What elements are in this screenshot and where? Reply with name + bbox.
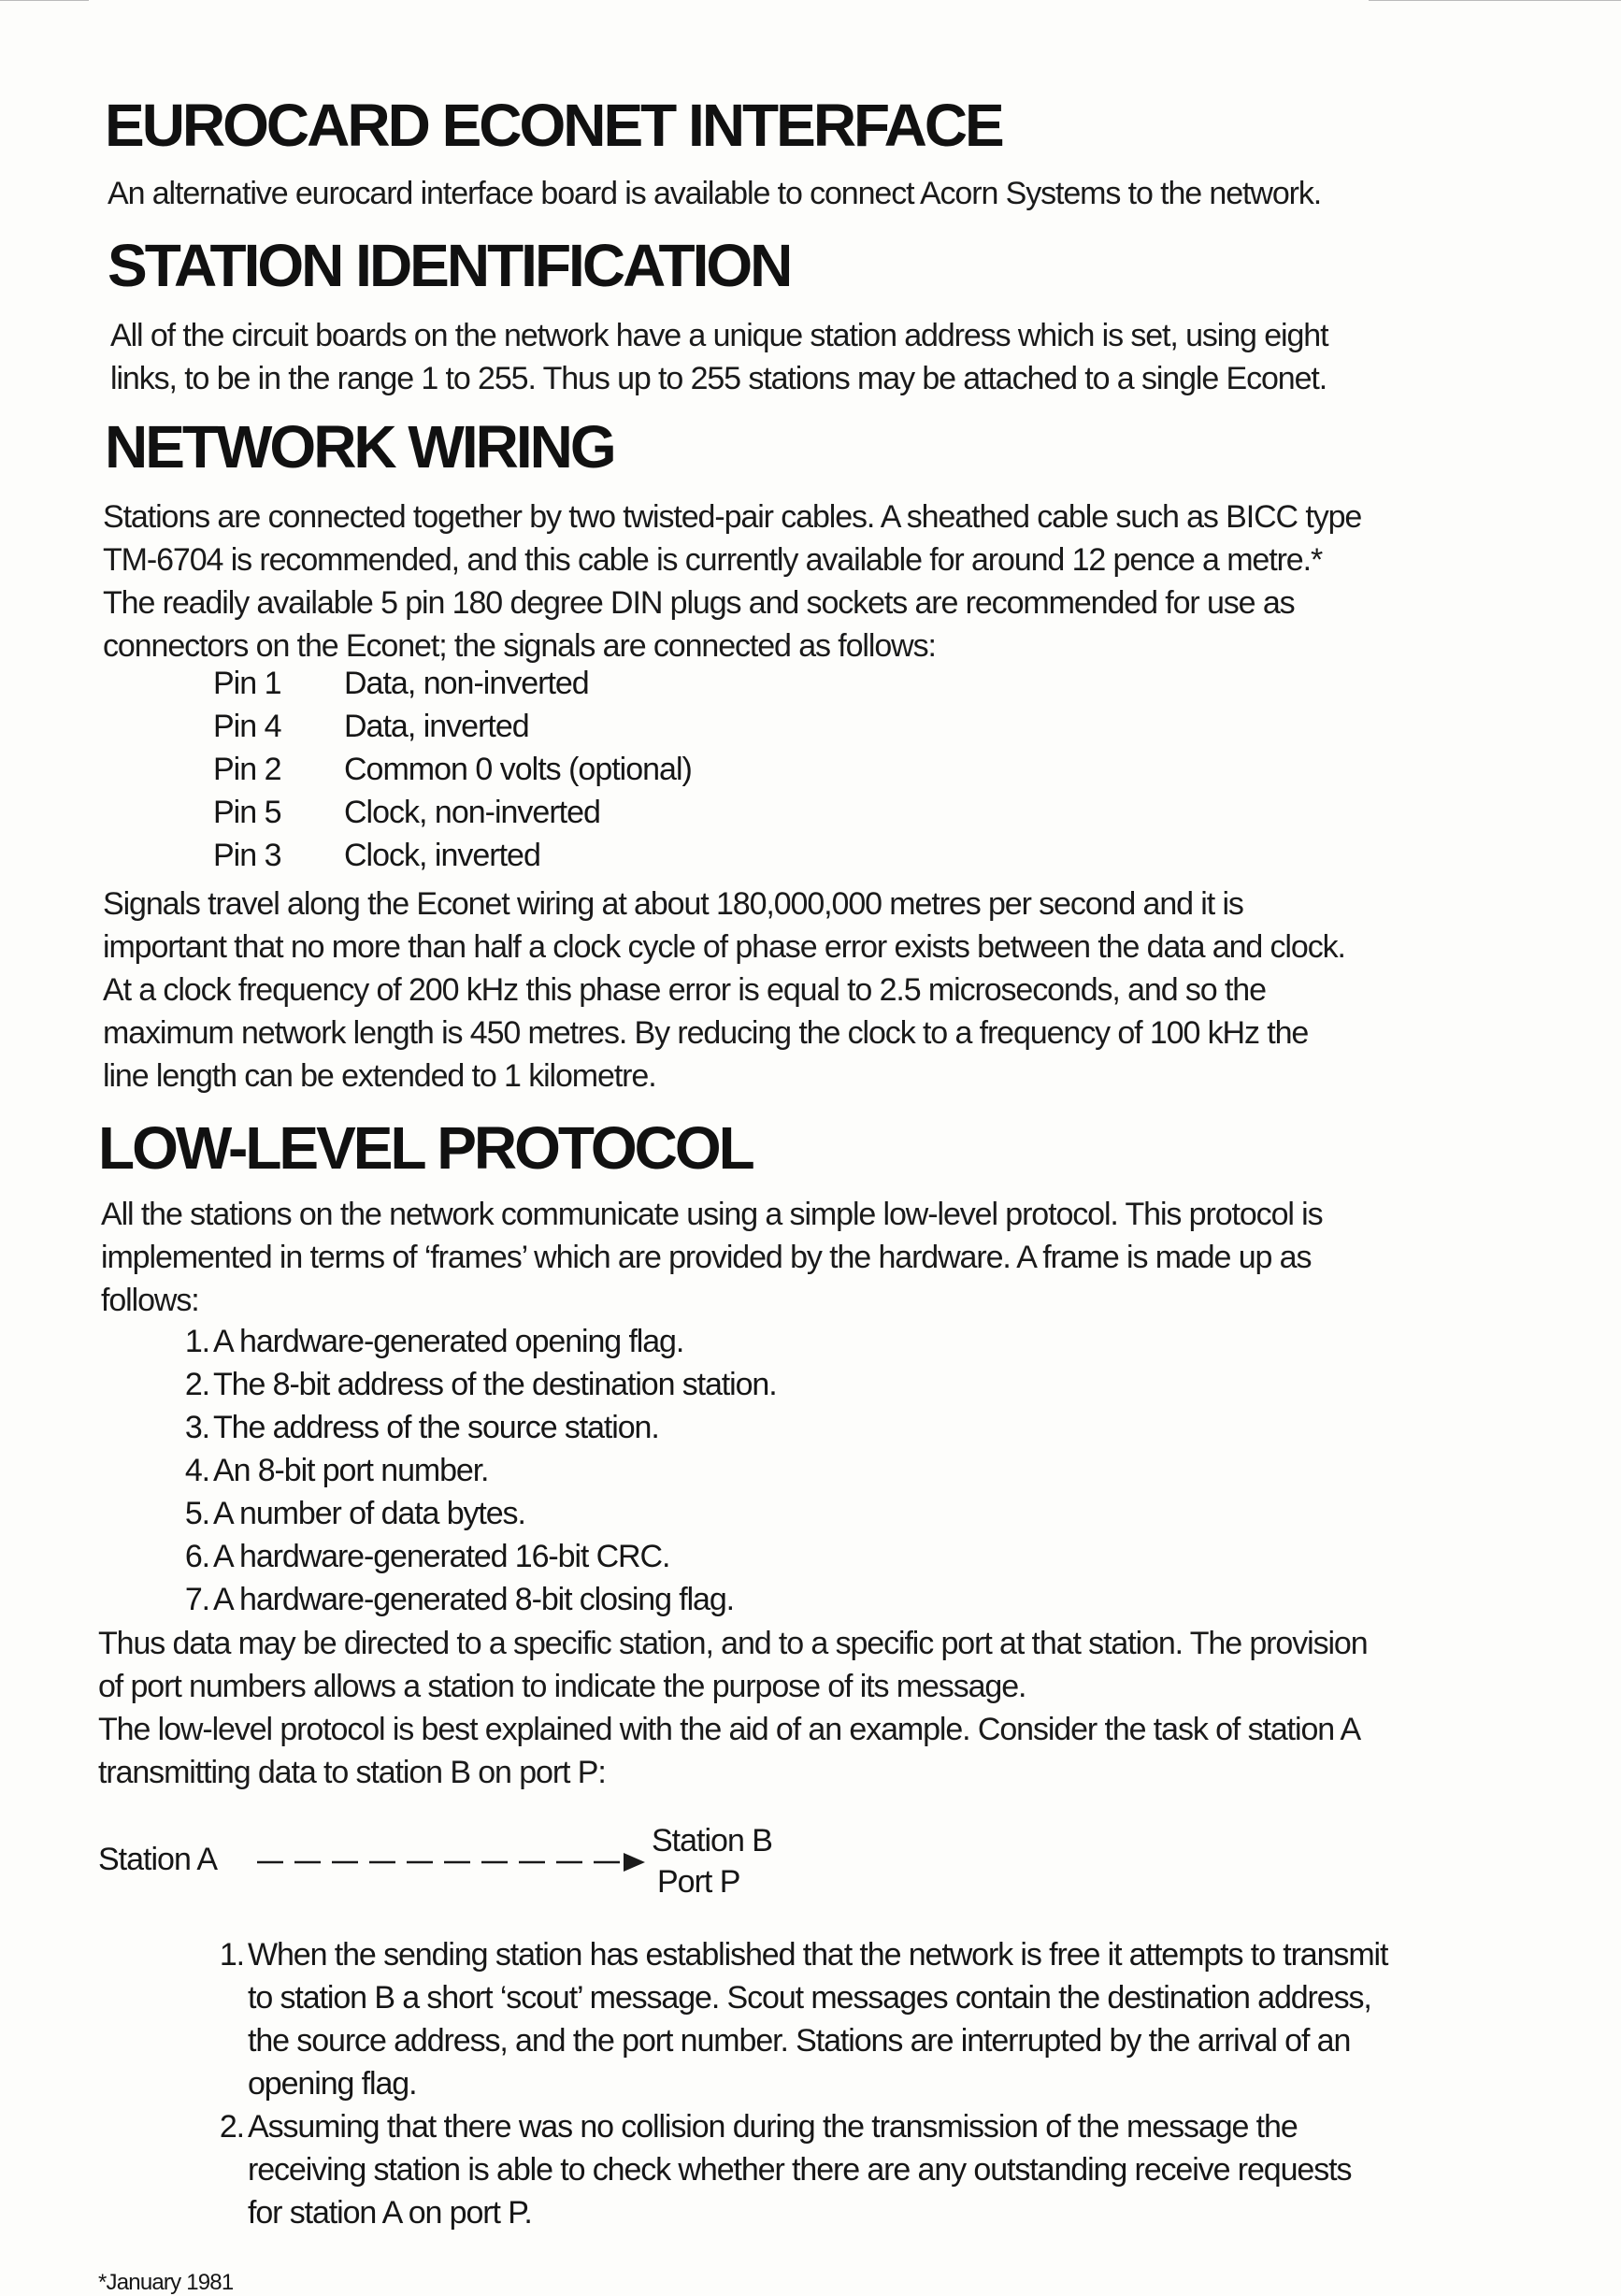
list-item-number: 7. xyxy=(184,1582,209,1617)
text-line: All the stations on the network communicate using a simple low-level protocol. This protocol is xyxy=(101,1197,1323,1232)
list-item xyxy=(176,1320,777,1363)
step-number: 2. xyxy=(219,2109,244,2145)
protocol-steps-list xyxy=(210,1933,1387,2234)
section-heading-eurocard: EUROCARD ECONET INTERFACE xyxy=(105,92,1002,159)
section-heading-low-level-protocol: LOW-LEVEL PROTOCOL xyxy=(98,1114,753,1182)
list-item-text: An 8-bit port number. xyxy=(213,1453,489,1488)
step-number: 1. xyxy=(219,1937,244,1973)
text-line: connectors on the Econet; the signals are connected as follows: xyxy=(103,628,936,664)
text-line: An alternative eurocard interface board is available to connect Acorn Systems to the network. xyxy=(108,176,1322,211)
text-line: Stations are connected together by two twisted-pair cables. A sheathed cable such as BICC type xyxy=(103,499,1362,535)
text-line: of port numbers allows a station to indicate the purpose of its message. xyxy=(98,1669,1026,1704)
list-item xyxy=(176,1449,777,1492)
pin-assignment-list xyxy=(213,662,692,877)
step-text xyxy=(248,2105,1351,2234)
text-line: Signals travel along the Econet wiring at about 180,000,000 metres per second and it is xyxy=(103,886,1243,922)
list-item-text: A hardware-generated opening flag. xyxy=(213,1324,684,1359)
text-line: follows: xyxy=(101,1283,199,1318)
pin-number: Pin 1 xyxy=(213,666,281,701)
pin-signal: Clock, inverted xyxy=(344,838,540,873)
text-line: Assuming that there was no collision during the transmission of the message the xyxy=(248,2109,1298,2145)
pin-signal: Data, non-inverted xyxy=(344,666,589,701)
pin-row xyxy=(213,834,692,877)
text-line: opening flag. xyxy=(248,2066,417,2102)
text-line: Thus data may be directed to a specific station, and to a specific port at that station. The provision xyxy=(98,1626,1368,1661)
list-item-number: 4. xyxy=(184,1453,209,1488)
list-item-number: 2. xyxy=(184,1367,209,1402)
text-line: At a clock frequency of 200 kHz this phase error is equal to 2.5 microseconds, and so the xyxy=(103,972,1266,1008)
protocol-step xyxy=(210,1933,1387,2105)
footnote: *January 1981 xyxy=(98,2270,234,2295)
section-body-network-wiring xyxy=(103,495,1361,667)
pin-row xyxy=(213,705,692,748)
text-line: transmitting data to station B on port P: xyxy=(98,1755,606,1790)
text-line: TM-6704 is recommended, and this cable is currently available for around 12 pence a metre.* xyxy=(103,542,1323,578)
list-item-text: The address of the source station. xyxy=(213,1410,659,1445)
pin-row xyxy=(213,662,692,705)
list-item xyxy=(176,1535,777,1578)
text-line: The readily available 5 pin 180 degree DIN plugs and sockets are recommended for use as xyxy=(103,585,1295,621)
list-item-text: A number of data bytes. xyxy=(213,1496,525,1531)
text-line: links, to be in the range 1 to 255. Thus up to 255 stations may be attached to a single Econet. xyxy=(110,361,1327,396)
diagram-destination-station: Station B xyxy=(652,1823,772,1858)
list-item-number: 3. xyxy=(184,1410,209,1445)
diagram-source-label: Station A xyxy=(98,1842,218,1877)
list-item-number: 6. xyxy=(184,1539,209,1574)
text-line: implemented in terms of ‘frames’ which are provided by the hardware. A frame is made up as xyxy=(101,1240,1312,1275)
text-line: important that no more than half a clock cycle of phase error exists between the data and clock. xyxy=(103,929,1345,965)
list-item xyxy=(176,1363,777,1406)
diagram-destination-port: Port P xyxy=(657,1864,740,1900)
text-line: receiving station is able to check whether there are any outstanding receive requests xyxy=(248,2152,1352,2188)
section-body-low-level-protocol xyxy=(101,1193,1323,1322)
text-line: maximum network length is 450 metres. By reducing the clock to a frequency of 100 kHz the xyxy=(103,1015,1309,1051)
list-item xyxy=(176,1406,777,1449)
pin-number: Pin 4 xyxy=(213,709,281,744)
text-line: When the sending station has established that the network is free it attempts to transmit xyxy=(248,1937,1388,1973)
text-line: for station A on port P. xyxy=(248,2195,532,2231)
pin-row xyxy=(213,748,692,791)
list-item-number: 1. xyxy=(184,1324,209,1359)
pin-number: Pin 2 xyxy=(213,752,281,787)
section-heading-station-identification: STATION IDENTIFICATION xyxy=(108,232,791,299)
section-body-network-wiring-continued xyxy=(103,883,1345,1098)
text-line: The low-level protocol is best explained with the aid of an example. Consider the task of station A xyxy=(98,1712,1361,1747)
section-heading-network-wiring: NETWORK WIRING xyxy=(105,413,614,481)
dashed-arrow-icon xyxy=(257,1851,645,1873)
text-line: line length can be extended to 1 kilometre. xyxy=(103,1058,656,1094)
list-item-text: The 8-bit address of the destination station. xyxy=(213,1367,777,1402)
list-item-text: A hardware-generated 8-bit closing flag. xyxy=(213,1582,735,1617)
text-line: to station B a short ‘scout’ message. Scout messages contain the destination address, xyxy=(248,1980,1371,2016)
text-line: All of the circuit boards on the network have a unique station address which is set, using eight xyxy=(110,318,1328,353)
protocol-step xyxy=(210,2105,1387,2234)
section-body-eurocard xyxy=(108,172,1321,215)
pin-row xyxy=(213,791,692,834)
pin-signal: Clock, non-inverted xyxy=(344,795,600,830)
step-text xyxy=(248,1933,1387,2105)
frame-structure-list xyxy=(176,1320,777,1621)
text-line: the source address, and the port number. Stations are interrupted by the arrival of an xyxy=(248,2023,1351,2059)
station-transmit-diagram xyxy=(98,1823,809,1916)
pin-number: Pin 5 xyxy=(213,795,281,830)
section-body-low-level-protocol-continued xyxy=(98,1622,1368,1794)
list-item xyxy=(176,1578,777,1621)
list-item xyxy=(176,1492,777,1535)
pin-signal: Common 0 volts (optional) xyxy=(344,752,692,787)
list-item-text: A hardware-generated 16-bit CRC. xyxy=(213,1539,670,1574)
section-body-station-identification xyxy=(110,314,1327,400)
list-item-number: 5. xyxy=(184,1496,209,1531)
pin-signal: Data, inverted xyxy=(344,709,529,744)
pin-number: Pin 3 xyxy=(213,838,281,873)
